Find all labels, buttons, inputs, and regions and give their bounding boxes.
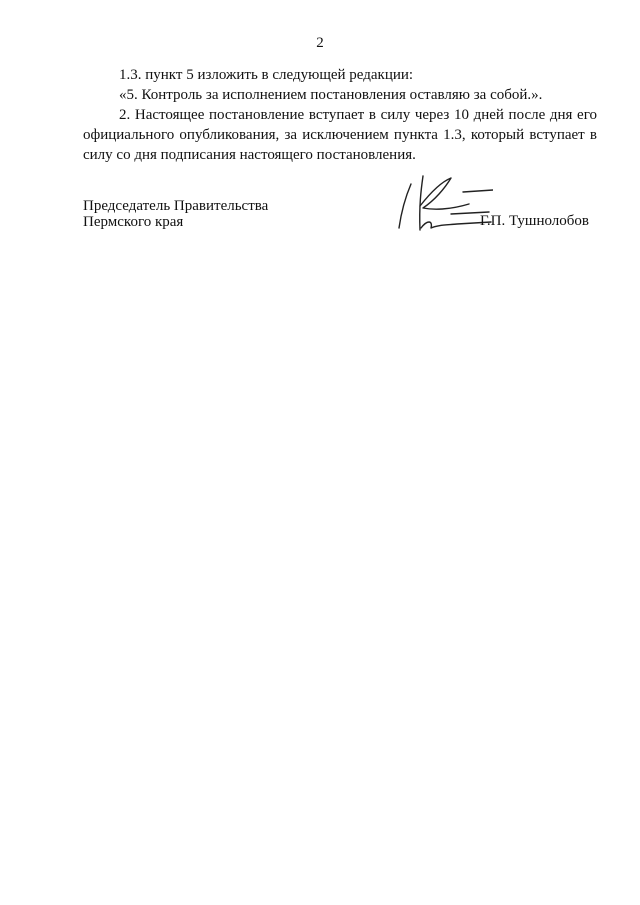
handwritten-signature-icon xyxy=(393,170,493,242)
paragraph-1-3: 1.3. пункт 5 изложить в следующей редакции: xyxy=(119,67,414,83)
signature-stroke-1 xyxy=(399,184,411,228)
signature-stroke-3 xyxy=(420,178,469,209)
signer-title xyxy=(83,198,268,230)
signer-title-line-2: Пермского края xyxy=(83,214,184,230)
signature-block xyxy=(83,198,597,258)
signer-title-line-1: Председатель Правительства xyxy=(83,198,269,214)
document-body xyxy=(83,65,597,165)
signature-stroke-6 xyxy=(463,190,493,192)
page-number: 2 xyxy=(316,35,324,51)
signer-name: Г.П. Тушнолобов xyxy=(479,213,589,229)
paragraph-2: 2. Настоящее постановление вступает в силу через 10 дней после дня его официального опубликования, за исключением пункта 1.3, который вступает в силу со дня подписания настоящего постановления. xyxy=(83,107,597,163)
paragraph-quote-5: «5. Контроль за исполнением постановления оставляю за собой.». xyxy=(119,87,543,103)
